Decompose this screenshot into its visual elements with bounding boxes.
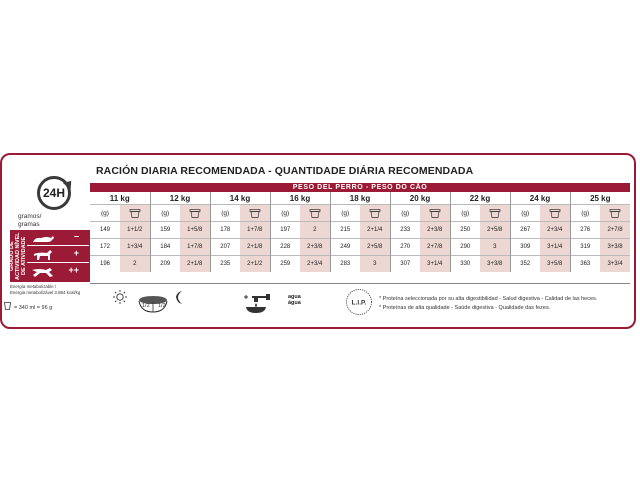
grams-value: 149: [90, 222, 120, 239]
weight-column-header: 22 kg: [450, 192, 510, 205]
cups-value: 3: [360, 256, 390, 273]
unit-grams: (g): [570, 205, 600, 222]
grams-value: 172: [90, 239, 120, 256]
weight-column-header: 18 kg: [330, 192, 390, 205]
cups-value: 2+3/4: [540, 222, 570, 239]
lip-label: L.I.P.: [351, 299, 367, 307]
sun-icon: [113, 290, 127, 304]
cups-value: 2: [300, 222, 330, 239]
cups-value: 2+1/2: [240, 256, 270, 273]
water-label-es: agua: [288, 294, 301, 300]
cups-value: 2: [120, 256, 150, 273]
grams-value: 235: [210, 256, 240, 273]
cups-value: 3+1/4: [420, 256, 450, 273]
gramos-line-2: gramas: [18, 220, 40, 228]
measuring-cup-icon: [120, 205, 150, 222]
grams-value: 250: [450, 222, 480, 239]
weight-column-header: 14 kg: [210, 192, 270, 205]
cups-value: 3+3/8: [600, 239, 630, 256]
weight-column-header: 11 kg: [109, 193, 130, 203]
grams-value: 196: [90, 256, 120, 273]
measuring-cup-icon: [480, 205, 510, 222]
grams-value: 207: [210, 239, 240, 256]
cups-value: 2+1/8: [240, 239, 270, 256]
cups-value: 2+5/8: [360, 239, 390, 256]
gramos-line-1: gramos/: [18, 213, 42, 220]
activity-row-low: [27, 230, 89, 246]
measuring-cup-icon: [240, 205, 270, 222]
lip-logo-icon: [345, 288, 373, 316]
water-tap-icon: [232, 290, 288, 314]
weight-column-header: 20 kg: [390, 192, 450, 205]
grams-value: 307: [390, 256, 420, 273]
dog-walking-icon: [31, 249, 55, 261]
grams-value: 184: [150, 239, 180, 256]
unit-grams: (g): [390, 205, 420, 222]
grams-value: 178: [210, 222, 240, 239]
cups-value: 3+1/4: [540, 239, 570, 256]
grams-value: 270: [390, 239, 420, 256]
grams-value: 233: [390, 222, 420, 239]
grams-value: 249: [330, 239, 360, 256]
water-label-pt: água: [288, 300, 301, 306]
measuring-cup-icon: [4, 302, 11, 310]
unit-grams: (g): [270, 205, 300, 222]
note-es: * Proteína seleccionada por su alta digestibilidad - Salud digestiva - Calidad de las heces.: [379, 296, 598, 302]
grams-value: 290: [450, 239, 480, 256]
notes: [379, 295, 597, 313]
badge-label: 24H: [42, 186, 65, 200]
energy-line-1: Energía metabolizable /: [10, 284, 57, 289]
unit-grams: (g): [90, 205, 120, 222]
measuring-cup-icon: [540, 205, 570, 222]
half-right: 1/2: [158, 303, 166, 309]
cups-value: 1+5/8: [180, 222, 210, 239]
measuring-cup-icon: [300, 205, 330, 222]
cups-value: 3: [480, 239, 510, 256]
grams-value: 283: [330, 256, 360, 273]
gramos-label: [18, 213, 41, 228]
weight-column-header: 24 kg: [510, 192, 570, 205]
weight-column-header: 12 kg: [150, 192, 210, 205]
cups-value: 2+5/8: [480, 222, 510, 239]
grams-value: 276: [570, 222, 600, 239]
unit-grams: (g): [450, 205, 480, 222]
grams-value: 309: [510, 239, 540, 256]
cups-value: 1+3/4: [120, 239, 150, 256]
water-label: [288, 294, 301, 306]
bottom-divider: [90, 283, 630, 284]
cups-value: 3+3/4: [600, 256, 630, 273]
unit-grams: (g): [330, 205, 360, 222]
day-night-bowl-icon: [108, 288, 198, 318]
grams-value: 159: [150, 222, 180, 239]
weight-column-header: 16 kg: [270, 192, 330, 205]
cups-value: 2+3/8: [420, 222, 450, 239]
cups-value: 1+7/8: [240, 222, 270, 239]
dog-resting-icon: [31, 232, 55, 244]
main-title: RACIÓN DIARIA RECOMENDADA - QUANTIDADE DIÁRIA RECOMENDADA: [96, 165, 474, 177]
cups-value: 2+3/4: [300, 256, 330, 273]
energy-line-2: Energia metabolizável 3.884 kcal/kg: [10, 289, 81, 295]
cups-value: 1+1/2: [120, 222, 150, 239]
weight-header: PESO DEL PERRO - PESO DO CÃO: [90, 183, 630, 192]
cup-equivalence: = 340 ml = 96 g: [14, 305, 53, 311]
energy-note: [10, 284, 92, 295]
half-left: 1/2: [142, 303, 150, 309]
weight-column-header: 25 kg: [570, 192, 630, 205]
grams-value: 228: [270, 239, 300, 256]
grams-value: 352: [510, 256, 540, 273]
cups-value: 3+3/8: [480, 256, 510, 273]
grams-value: 363: [570, 256, 600, 273]
activity-row-medium: [27, 247, 89, 263]
dog-running-icon: [31, 266, 55, 278]
unit-grams: (g): [210, 205, 240, 222]
cups-value: 2+3/8: [300, 239, 330, 256]
grams-value: 209: [150, 256, 180, 273]
activity-vertical-label: GRADO DE ACTIVIDAD NÍVEL DE ATIVIDADE: [9, 232, 27, 280]
unit-grams: (g): [150, 205, 180, 222]
grams-value: 330: [450, 256, 480, 273]
activity-row-high: [27, 264, 89, 280]
grams-value: 197: [270, 222, 300, 239]
moon-icon: [176, 291, 182, 304]
cups-value: 3+5/8: [540, 256, 570, 273]
cups-value: 2+7/8: [600, 222, 630, 239]
activity-level-label: ++: [68, 265, 79, 275]
activity-level-label: –: [73, 231, 79, 241]
feeding-table: [90, 183, 630, 272]
grams-value: 259: [270, 256, 300, 273]
cups-value: 2+1/4: [360, 222, 390, 239]
cups-value: 2+7/8: [420, 239, 450, 256]
measuring-cup-icon: [360, 205, 390, 222]
grams-value: 319: [570, 239, 600, 256]
measuring-cup-icon: [420, 205, 450, 222]
measuring-cup-icon: [600, 205, 630, 222]
note-pt: * Proteínas de alta qualidade - Saúde digestiva - Qualidade das fezes.: [379, 305, 551, 311]
activity-level-label: +: [73, 248, 79, 258]
measuring-cup-icon: [180, 205, 210, 222]
unit-grams: (g): [510, 205, 540, 222]
cups-value: 1+7/8: [180, 239, 210, 256]
cups-value: 2+1/8: [180, 256, 210, 273]
grams-value: 215: [330, 222, 360, 239]
grams-value: 267: [510, 222, 540, 239]
